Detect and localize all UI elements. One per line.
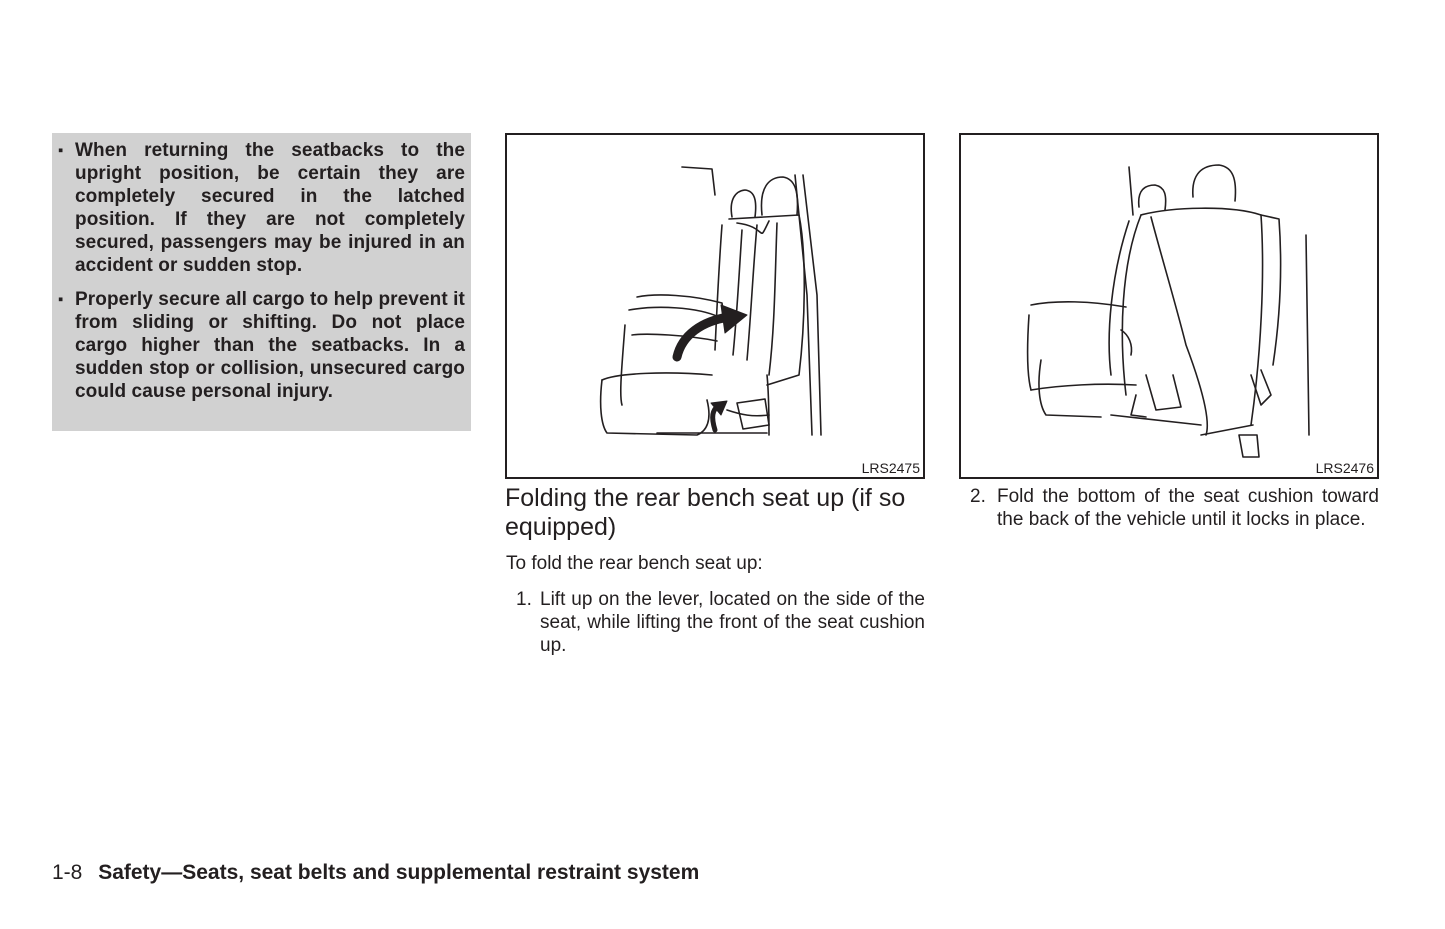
figure-seat-fold <box>505 133 925 479</box>
step-text: Fold the bottom of the seat cushion toward the back of the vehicle until it locks in place. <box>997 486 1379 530</box>
warning-item <box>56 288 465 403</box>
figure-seat-folded <box>959 133 1379 479</box>
figure-code: LRS2476 <box>1315 460 1374 476</box>
chapter-title: Safety—Seats, seat belts and supplemental restraint system <box>98 861 700 884</box>
step-number: 2. <box>970 486 986 507</box>
warning-text: Properly secure all cargo to help prevent it from sliding or shifting. Do not place cargo higher than the seatbacks. In a sudden stop or collision, unsecured cargo could cause personal injury. <box>75 289 465 402</box>
page-footer <box>52 860 699 886</box>
step-item <box>516 588 925 657</box>
intro-text: To fold the rear bench seat up: <box>506 553 763 574</box>
bullet-icon: ▪ <box>58 291 64 308</box>
warning-item <box>56 139 465 277</box>
warning-text: When returning the seatbacks to the upright position, be certain they are completely secured in the latched position. If they are not completely secured, passengers may be injured in an accident or sudden stop. <box>75 140 465 276</box>
rear-seat-fold-arrow-illustration-icon <box>507 135 923 477</box>
bullet-icon: ▪ <box>58 142 64 159</box>
step-item <box>970 485 1379 531</box>
warning-list <box>56 139 465 403</box>
page-number: 1-8 <box>52 861 83 884</box>
warning-box <box>52 133 471 431</box>
step-text: Lift up on the lever, located on the side of the seat, while lifting the front of the seat cushion up. <box>540 589 925 656</box>
section-heading: Folding the rear bench seat up (if so equipped) <box>505 484 906 541</box>
step-number: 1. <box>516 589 532 610</box>
figure-code: LRS2475 <box>861 460 920 476</box>
rear-seat-folded-up-illustration-icon <box>961 135 1377 477</box>
